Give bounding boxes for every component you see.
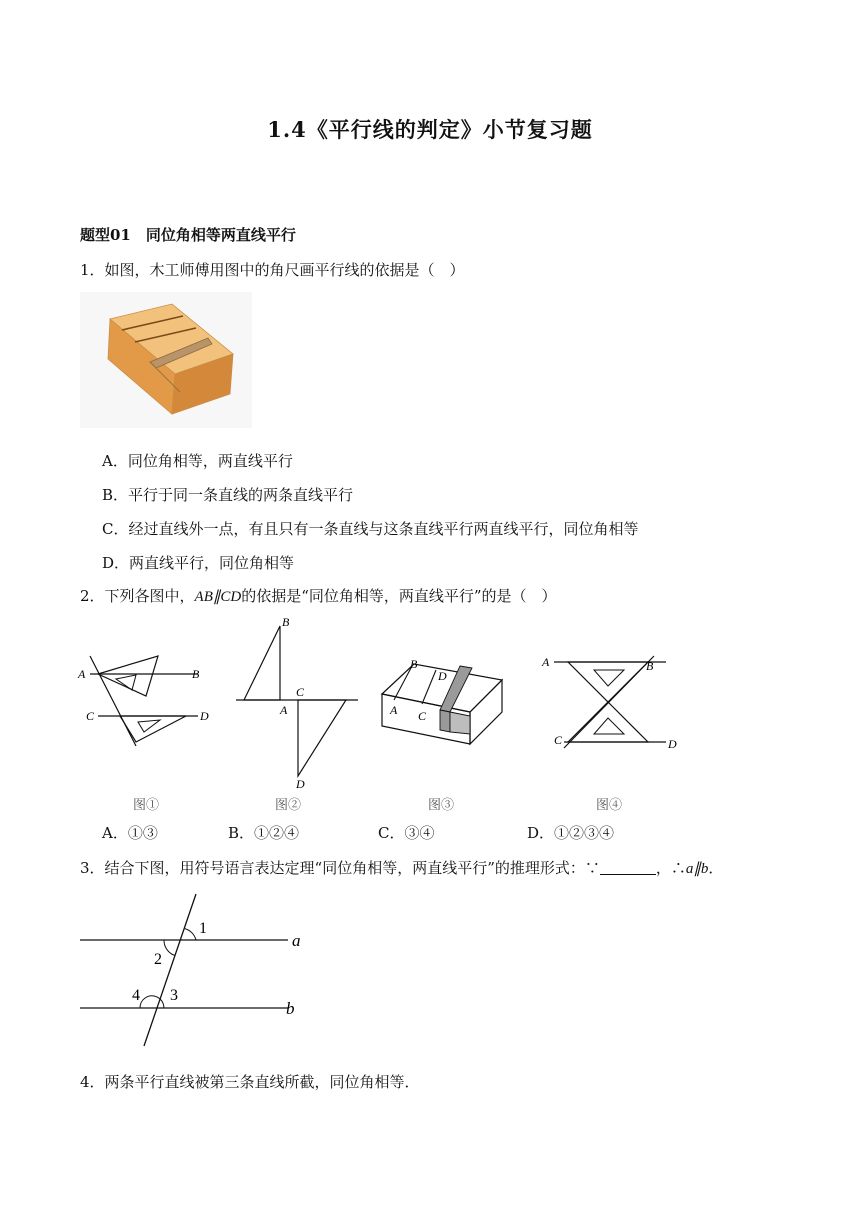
line-label-b: b [286,999,295,1018]
fig3-label-c: C [418,709,427,723]
fig4-label-c: C [554,733,563,747]
figure-4-caption: 图④ [596,798,623,813]
fig4-label-a: A [542,655,550,669]
figure-1-caption: 图① [133,798,160,813]
figure-2-caption: 图② [275,798,302,813]
question-1-stem: 1．如图，木工师傅用图中的角尺画平行线的依据是（ ） [80,261,465,279]
q2-stem-math: AB∥CD [194,589,242,605]
angle-label-4: 4 [132,987,140,1004]
question-2-stem [80,585,557,606]
line-label-a: a [292,931,301,950]
question-3-stem [80,857,723,878]
q3-stem-end: ． [708,859,724,877]
q1-option-c[interactable]: C．经过直线外一点，有且只有一条直线与这条直线平行两直线平行，同位角相等 [102,520,639,538]
q2-option-b[interactable]: B．①②④ [228,824,300,842]
fig2-label-d: D [296,777,305,791]
question-4-stem: 4．两条平行直线被第三条直线所截，同位角相等． [80,1073,420,1091]
q2-stem-post: 的依据是“同位角相等，两直线平行”的是（ ） [241,587,557,605]
angle-label-2: 2 [154,951,162,968]
q2-stem-pre: 2．下列各图中， [80,587,195,605]
fig2-label-a: A [280,703,288,717]
figure-2 [232,612,362,792]
q1-option-b[interactable]: B．平行于同一条直线的两条直线平行 [102,486,354,504]
q2-option-a[interactable]: A．①③ [102,824,158,842]
angle-label-1: 1 [199,920,207,937]
fig2-label-c: C [296,685,305,699]
q3-stem-math: a∥b [685,861,709,877]
figure-angles [76,890,316,1050]
fig3-label-b: B [410,657,418,671]
figure-3-caption: 图③ [428,798,455,813]
page-title: 1.4《平行线的判定》小节复习题 [267,117,593,142]
figure-3 [378,656,508,752]
fig1-label-c: C [86,709,95,723]
q2-option-d[interactable]: D．①②③④ [527,824,615,842]
q2-option-c[interactable]: C．③④ [378,824,435,842]
angle-label-3: 3 [170,987,178,1004]
q1-option-d[interactable]: D．两直线平行，同位角相等 [102,554,295,572]
q3-answer-blank[interactable] [600,860,656,875]
fig4-label-d: D [668,737,677,751]
figure-1 [76,652,216,752]
fig2-label-b: B [282,615,290,629]
fig4-label-b: B [646,659,654,673]
fig1-label-d: D [200,709,209,723]
q3-stem-mid: ，∴ [655,859,686,877]
fig3-label-a: A [390,703,398,717]
q3-stem-pre: 3．结合下图，用符号语言表达定理“同位角相等，两直线平行”的推理形式：∵ [80,859,600,877]
figure-4 [538,652,684,752]
fig1-label-a: A [78,667,86,681]
section-heading: 题型01 同位角相等两直线平行 [80,226,296,244]
q1-option-a[interactable]: A．同位角相等，两直线平行 [102,452,293,470]
fig3-label-d: D [438,669,447,683]
fig1-label-b: B [192,667,200,681]
wood-block-figure [80,292,252,428]
